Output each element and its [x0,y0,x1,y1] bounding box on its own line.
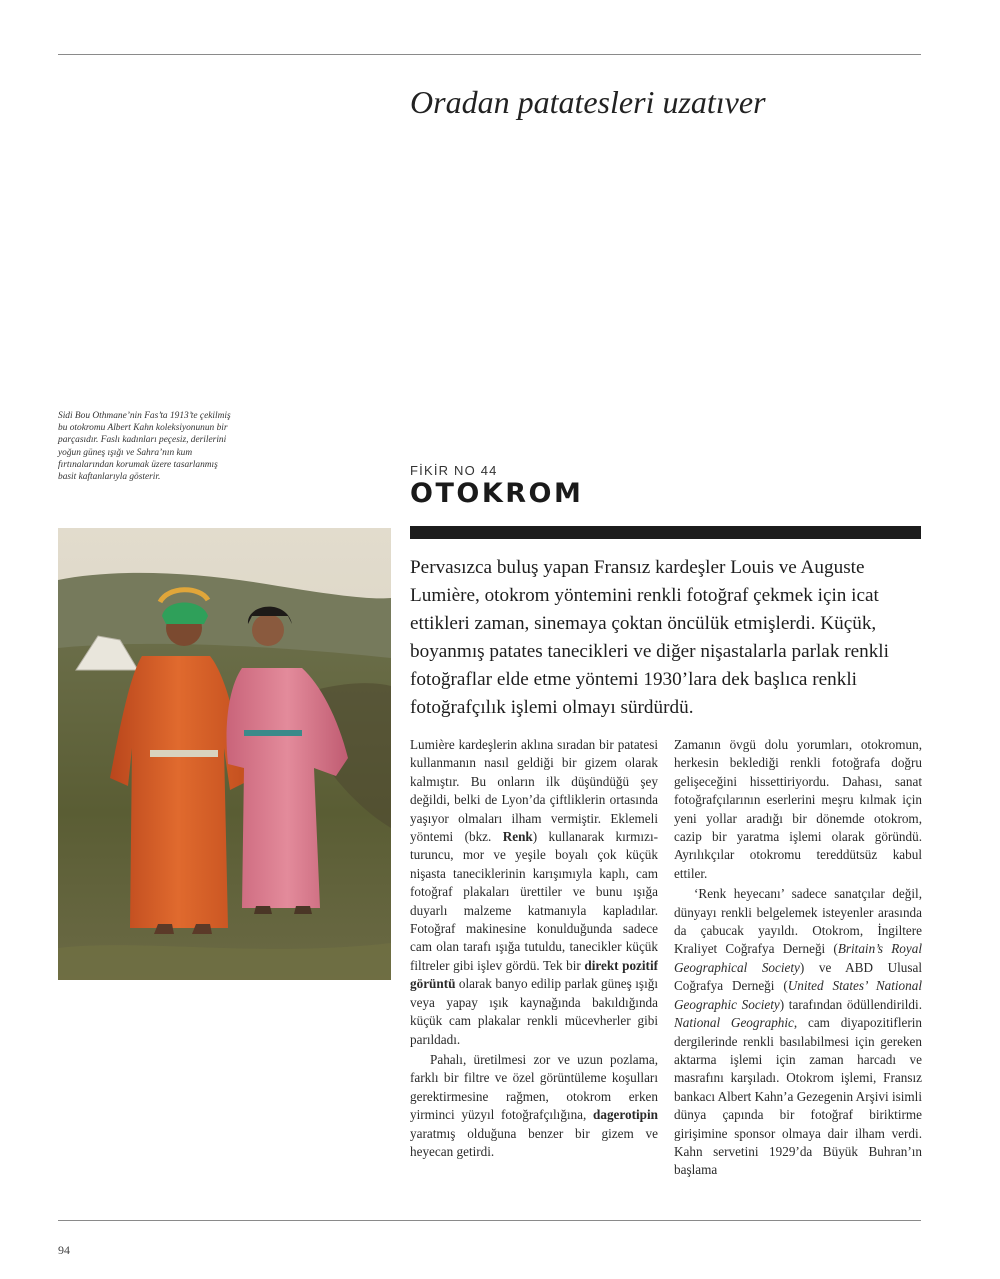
lead-paragraph: Pervasızca buluş yapan Fransız kardeşler Louis ve Auguste Lumière, otokrom yöntemini renkli fotoğraf çekmek için icat ettikleri zaman, sinemaya çoktan öncülük etmişlerdi. Küçük, boyanmış patates tanecikleri ve diğer nişastalarla parlak renkli fotoğraflar elde etme yöntemi 1930’lara dek başlıca renkli fotoğrafçılık işlemi olmayı sürdürdü. [410,557,889,718]
idea-number: FİKİR NO 44 [410,463,498,478]
cross-reference: Renk [502,829,533,845]
body-column-left [410,736,658,1202]
running-quote: Oradan patatesleri uzatıver [410,84,766,120]
title-bar [410,526,921,539]
top-rule [58,54,921,55]
body-paragraph: Lumière kardeşlerin aklına sıradan bir patatesi kullanmanın nasıl geldiği bir gizem olarak kalmıştır. Bu onların ilk düşündüğü şey değildi, belki de Lyon’da çiftliklerin ortasında yaşıyor olmaları ilham vermiştir. Eklemeli yöntemi (bkz. Renk) kullanarak kırmızı-turuncu, mor ve yeşile boyalı çok küçük nişasta taneciklerinin karışımıyla kaplı, cam fotoğraf plakaları ürettiler ve bunu ışığa duyarlı malzeme katmanıyla kapladılar. Fotoğraf makinesine konulduğunda sadece cam olan tarafı ışığa tutuldu, tanecikler küçük filtreler gibi işlev gördü. Tek bir direkt pozitif görüntü olarak banyo edilip parlak güneş ışığı veya yapay ışık kaynağında bakıldığında küçük cam plakalar renkli mücevherler gibi parıldadı. [410,737,658,1047]
figure-caption: Sidi Bou Othmane’nin Fas’ta 1913’te çekilmiş bu otokromu Albert Kahn koleksiyonunun bir parçasıdır. Faslı kadınları peçesiz, derilerini yoğun güneş ışığı ve Sahra’nın kum fırtınalarından korumak üzere tasarlanmış basit kaftanlarıyla gösterir. [58,411,231,483]
body-paragraph: Zamanın övgü dolu yorumları, otokromun, herkesin beklediği renkli fotoğrafa doğru gelişeceğini hissettiriyordu. Dahası, sanat fotoğrafçılarının eserlerini meşru kılmak için yeni yollar aradığı bir dönemde otokrom, cazip bir yaratma işlemi olarak göründü. Ayrılıkçılar otokromu tereddütsüz kabul ettiler. [674,737,922,881]
page-number: 94 [58,1243,70,1257]
body-paragraph: ‘Renk heyecanı’ sadece sanatçılar değil, dünyayı renkli belgelemek isteyenler arasında da çabucak yayıldı. Otokrom, İngiltere Kraliyet Coğrafya Derneği (Britain’s Royal Geographical Society) ve ABD Ulusal Coğrafya Derneği (United States’ National Geographic Society) tarafından ödüllendirildi. National Geographic, cam diyapozitiflerin dergilerinde renkli basılabilmesi için gereken aktarma işlemi için zaman harcadı ve masrafını karşıladı. Otokrom işlemi, Fransız bankacı Albert Kahn’a Gezegenin Arşivi isimli dünya çapında bir fotoğraf biriktirme girişimine sponsor olmaya dair ilham verdi. Kahn servetini 1929’da Büyük Buhran’ın başlama [674,886,922,1178]
article-title: OTOKROM [410,478,584,509]
bottom-rule [58,1220,921,1221]
cross-reference: dagerotipin [593,1107,658,1123]
body-paragraph: Pahalı, üretilmesi zor ve uzun pozlama, farklı bir filtre ve özel görüntüleme koşulları gerektirmesine rağmen, otokrom erken yirminci yüzyıl fotoğrafçılığına, dagerotipin yaratmış olduğuna benzer bir gizem ve heyecan getirdi. [410,1051,658,1159]
foreground-grass [58,943,391,980]
autochrome-photo [58,528,391,980]
cross-reference: direkt pozitif görüntü [410,957,658,992]
body-column-right [674,736,922,1202]
